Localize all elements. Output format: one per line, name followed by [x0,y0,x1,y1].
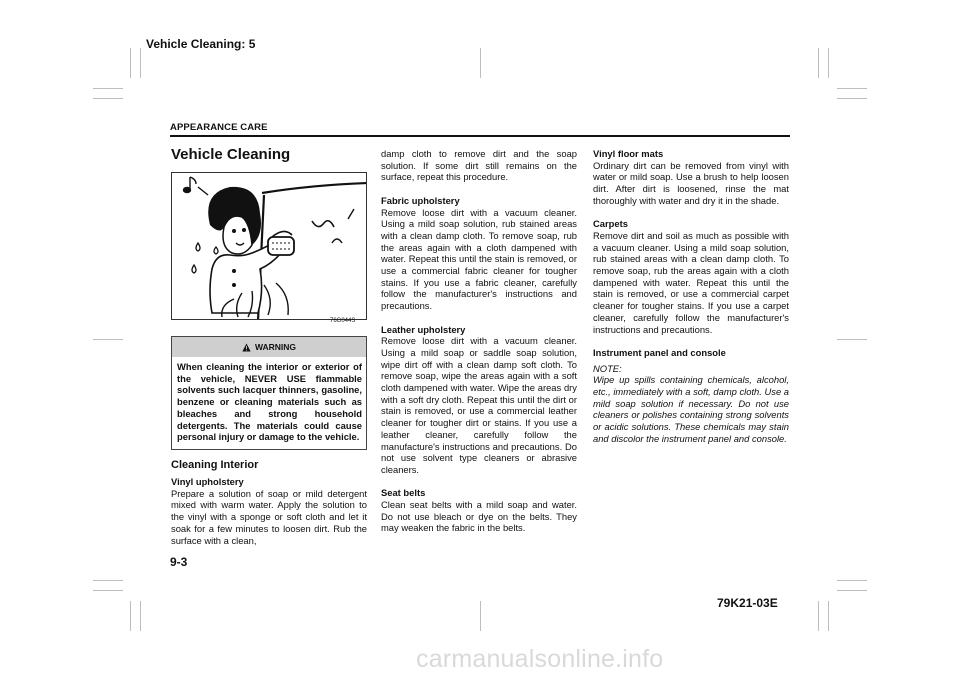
crop-mark [93,339,123,340]
crop-mark [818,601,819,631]
crop-mark [130,48,131,78]
vinyl-upholstery-continued: damp cloth to remove dirt and the soap solution. If some dirt still remains on the surface, repeat this procedure. [381,148,577,183]
carpets-title: Carpets [593,218,628,230]
vinyl-floor-mats-text: Ordinary dirt can be removed from vinyl with water or mild soap. Use a brush to help loosen dirt. After dirt is loosened, rinse the mat thoroughly with water and dry it in the shade. [593,159,789,206]
page-number: 9-3 [170,555,188,569]
seat-belts-title: Seat belts [381,487,426,499]
warning-header [172,337,366,357]
crop-mark [837,590,867,591]
cleaning-interior-heading: Cleaning Interior [171,459,259,471]
column-two [381,148,577,534]
note-text: Wipe up spills containing chemicals, alcohol, etc., immediately with a soft, damp cloth. Use a mild soap solution if necessary. Do not use cleaners or polishes containing strong solvents or acidic solutions. These chemicals may stain and discolor the instrument panel and console. [593,374,789,444]
crop-mark [480,48,481,78]
crop-mark [93,580,123,581]
cleaning-illustration [171,172,367,320]
document-code: 79K21-03E [717,596,778,610]
fabric-upholstery-text: Remove loose dirt with a vacuum cleaner. Using a mild soap solution, rub stained areas with a clean damp cloth. To remove soap, rub the areas again with a cloth dampened with water. Repeat this until the stain is removed, or use a commercial fabric cleaner for tougher stains. If you use a fabric cleaner, carefully follow the manufacturer's instructions and precautions. [381,206,577,312]
seat-belts-text: Clean seat belts with a mild soap and water. Do not use bleach or dye on the belts. They may weaken the fabric in the belts. [381,499,577,534]
woman-cleaning-window-illustration [172,173,367,320]
crop-mark [480,601,481,631]
crop-mark [818,48,819,78]
leather-upholstery-text: Remove loose dirt with a vacuum cleaner. Using a mild soap or saddle soap solution, wipe dirt off with a clean damp soft cloth. To remove soap, wipe the areas again with a soft cloth dampened with water. Wipe the areas dry with a soft dry cloth. Repeat this until the dirt or stain is removed, or use a commercial leather cleaner for tougher dirt or stains. If you use a leather cleaner, carefully follow the manufacture's instructions and precautions. Do not use solvent type cleaners or abrasive cleaners. [381,335,577,475]
document-title: Vehicle Cleaning: 5 [146,37,256,51]
vinyl-upholstery-section [171,476,367,546]
warning-label: WARNING [254,342,297,352]
crop-mark [93,590,123,591]
crop-mark [93,88,123,89]
crop-mark [828,601,829,631]
crop-mark [130,601,131,631]
crop-mark [140,601,141,631]
crop-mark [837,339,867,340]
warning-box [171,336,367,450]
crop-mark [837,88,867,89]
vinyl-floor-mats-title: Vinyl floor mats [593,148,664,159]
section-title: APPEARANCE CARE [170,122,268,133]
crop-mark [93,98,123,99]
vinyl-upholstery-title: Vinyl upholstery [171,476,244,487]
header-rule [170,135,790,137]
crop-mark [140,48,141,78]
fabric-upholstery-title: Fabric upholstery [381,194,460,206]
warning-text: When cleaning the interior or exterior of the vehicle, NEVER USE flammable solvents such lacquer thinners, gasoline, benzene or cleaning materials such as bleaches and strong household detergents. The materials could cause personal injury or damage to the vehicle. [177,361,362,443]
crop-mark [837,98,867,99]
page-heading: Vehicle Cleaning [171,146,291,163]
crop-mark [828,48,829,78]
image-code: 76G044S [330,318,356,324]
crop-mark [837,580,867,581]
leather-upholstery-title: Leather upholstery [381,323,466,335]
vinyl-upholstery-text: Prepare a solution of soap or mild detergent mixed with warm water. Apply the solution to the vinyl with a sponge or soft cloth and let it soak for a few minutes to loosen dirt. Rub the surface with a clean, [171,487,367,546]
instrument-panel-title: Instrument panel and console [593,346,726,358]
carpets-text: Remove dirt and soil as much as possible with a vacuum cleaner. Using a mild soap solution, rub stained areas with a clean damp cloth. To remove soap, rub the areas again with a cloth dampened with water. Repeat this until the stain is removed, or use a commercial carpet cleaner for tougher stains. If you use a carpet cleaner, carefully follow the manufacturer's instructions and precautions. [593,229,789,335]
column-three [593,148,789,445]
note-label: NOTE: [593,362,622,374]
watermark-text[interactable]: carmanualsonline.info [416,645,664,673]
warning-triangle-icon [242,343,251,352]
